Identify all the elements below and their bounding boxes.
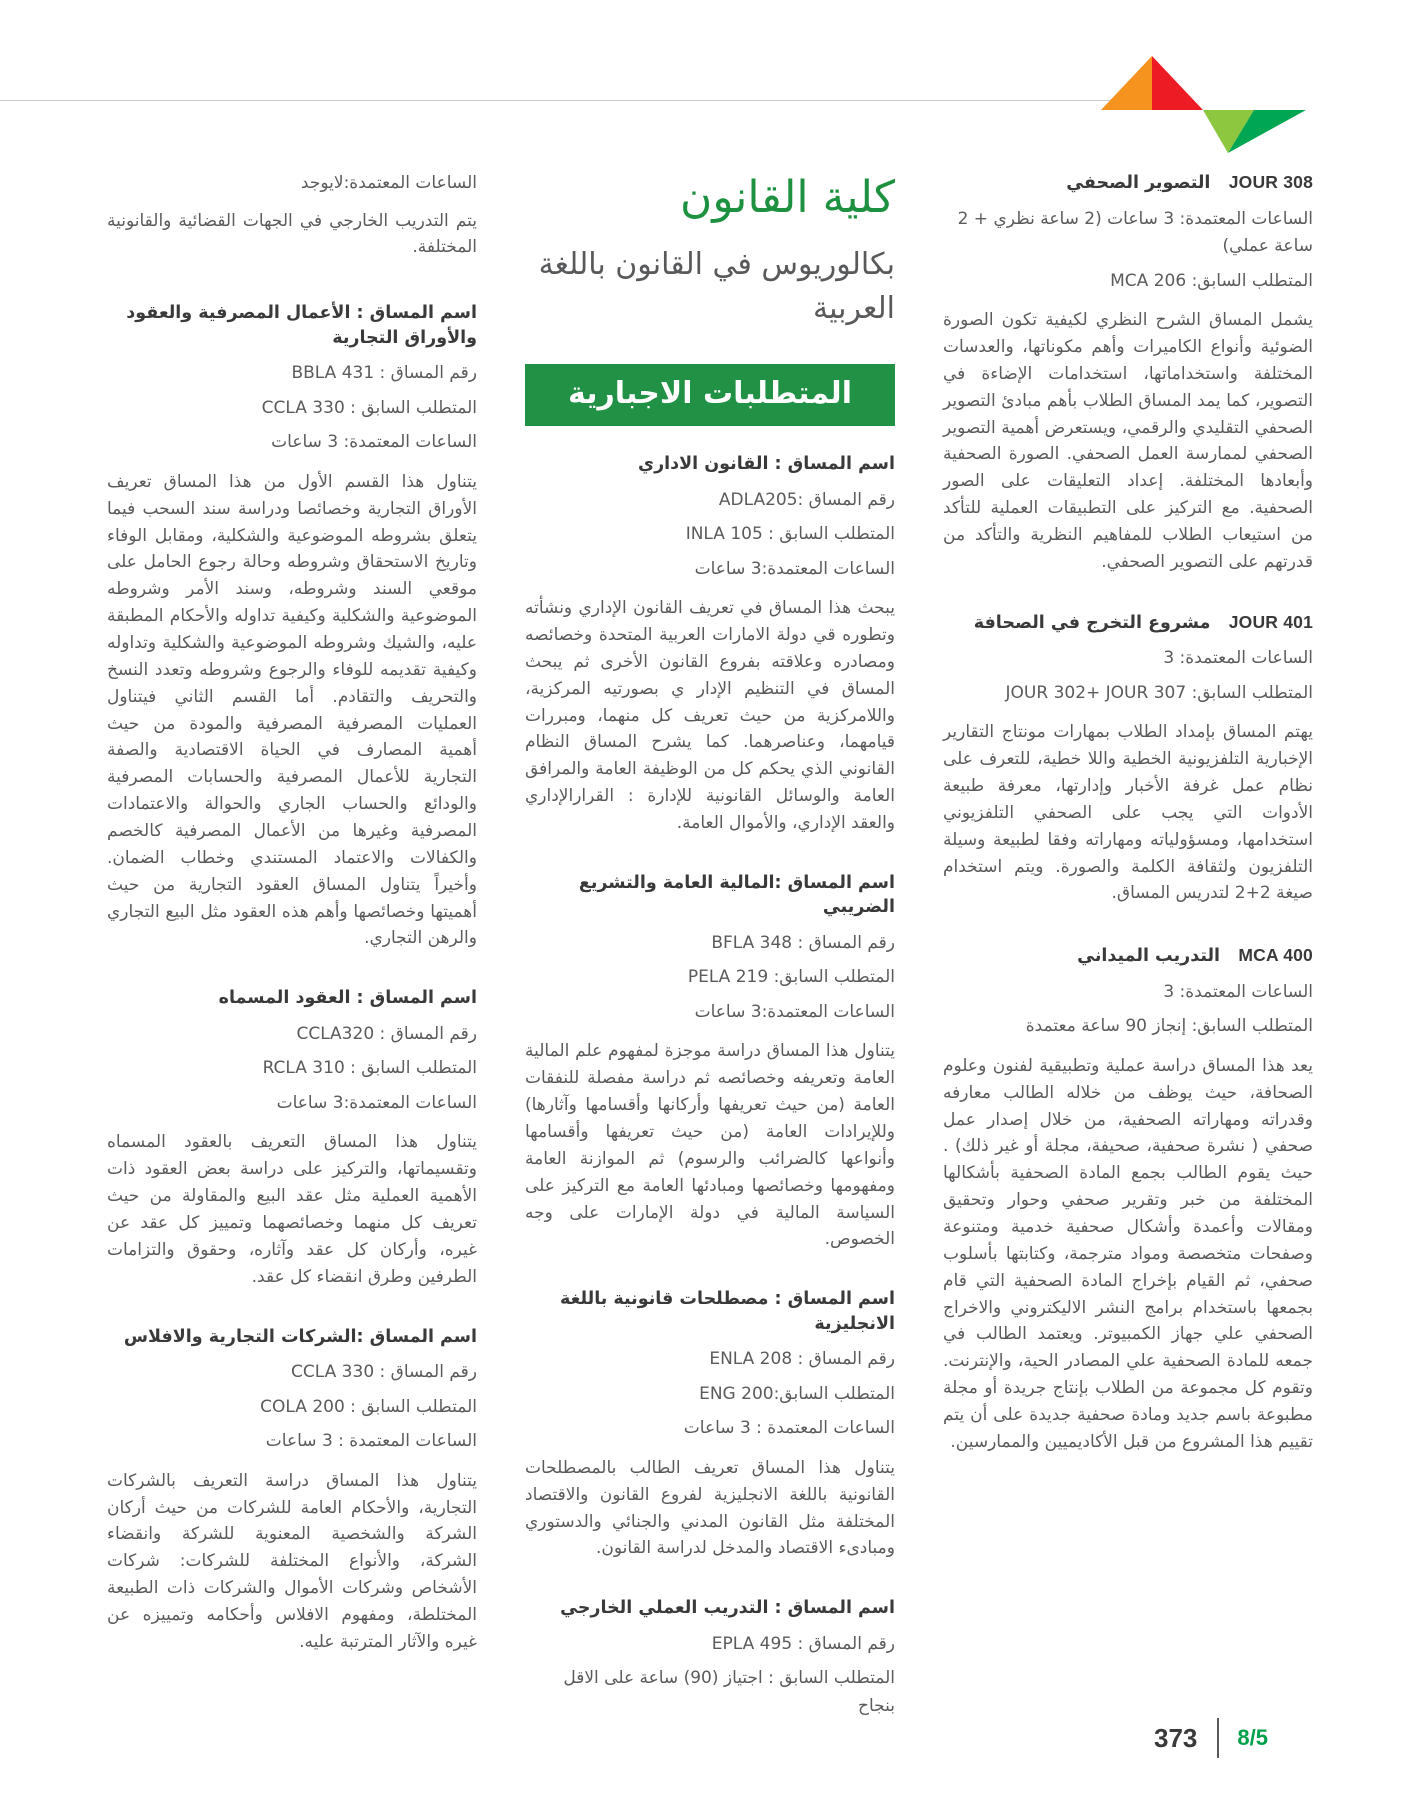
course-block [525, 1287, 895, 1562]
prerequisite: المتطلب السابق : CCLA 330 [261, 397, 477, 418]
course-block [107, 1325, 477, 1656]
course-title: اسم المساق : مصطلحات قانونية باللغة الانجليزية [559, 1289, 895, 1334]
course-code-inline: JOUR 401 [1228, 611, 1313, 632]
credit-hours: الساعات المعتمدة: 3 [1163, 981, 1313, 1002]
credit-hours: الساعات المعتمدة:3 ساعات [694, 1001, 895, 1022]
course-block [525, 871, 895, 1253]
page-title: كلية القانون [680, 172, 895, 223]
content-columns [105, 170, 1313, 1716]
prerequisite: المتطلب السابق : RCLA 310 [262, 1058, 477, 1079]
course-block [525, 1596, 895, 1720]
course-block [943, 943, 1313, 1455]
course-title: اسم المساق : القانون الاداري [638, 454, 895, 474]
course-title-arabic: مشروع التخرج في الصحافة [973, 612, 1211, 633]
prerequisite: المتطلب السابق : COLA 200 [260, 1396, 477, 1417]
prerequisite: المتطلب السابق: PELA 219 [687, 967, 895, 988]
credit-hours: الساعات المعتمدة: 3 ساعات [271, 432, 477, 453]
section-banner: المتطلبات الاجبارية [525, 364, 895, 426]
prerequisite: المتطلب السابق: JOUR 302+ JOUR 307 [1005, 682, 1313, 703]
course-title [943, 610, 1313, 636]
credit-hours: الساعات المعتمدة : 3 ساعات [265, 1431, 477, 1452]
course-title-arabic: التصوير الصحفي [1066, 173, 1211, 193]
course-description: يتم التدريب الخارجي في الجهات القضائية والقانونية المختلفة. [107, 210, 477, 258]
degree-title: بكالوريوس في القانون باللغة العربية [538, 247, 895, 326]
course-code: رقم المساق : ENLA 208 [709, 1349, 895, 1370]
course-description: يتناول هذا القسم الأول من هذا المساق تعريف الأوراق التجارية وخصائصا ودراسة سند السحب فيما يتعلق بشروطه الموضوعية والشكلية، ومقابل الوفاء وتاريخ الاستحقاق وشروطه وحالة رجوع الحامل على موقعي السند وشروطه، وسند الأمر وشروطه الموضوعية والشكلية وكيفية تداوله والأحكام المطبقة عليه، والشيك وشروطه الموضوعية والشكلية وتداوله وكيفية تقديمه للوفاء والرجوع وشروطه وتعدد النسخ والتحريف والتقادم. أما القسم الثاني فيتناول العمليات المصرفية المصرفية والمودة من حيث أهمية المصارف في الحياة الاقتصادية والصفة التجارية للأعمال المصرفية والحسابات المصرفية والودائع والحساب الجاري والحوالة والاعتمادات المصرفية وغيرها من الأعمال المصرفية كالخصم والكفالات والاعتماد المستندي وخطاب الضمان. وأخيراً يتناول المساق العقود التجارية من حيث أهميتها وخصائصها وأهم هذه العقود مثل البيع التجاري والرهن التجاري. [107, 471, 477, 949]
continued-course-block [107, 170, 477, 261]
prerequisite: المتطلب السابق: إنجاز 90 ساعة معتمدة [1025, 1016, 1313, 1037]
column-right [943, 170, 1313, 1456]
course-code: رقم المساق : BBLA 431 [291, 363, 477, 384]
prerequisite: المتطلب السابق: MCA 206 [1110, 270, 1313, 291]
course-block [525, 452, 895, 837]
course-title: اسم المساق : الأعمال المصرفية والعقود والأوراق التجارية [126, 303, 477, 348]
page-footer [0, 1712, 1418, 1764]
footer-page-marker [1154, 1712, 1268, 1764]
course-code: رقم المساق :ADLA205 [718, 489, 895, 510]
course-code: رقم المساق : CCLA320 [296, 1023, 477, 1044]
footer-divider [1217, 1718, 1219, 1758]
credit-hours: الساعات المعتمدة: 3 ساعات (2 ساعة نظري + 2 ساعة عملي) [957, 208, 1313, 257]
course-title: اسم المساق : التدريب العملي الخارجي [560, 1598, 895, 1619]
credit-hours: الساعات المعتمدة:3 ساعات [694, 558, 895, 579]
four-triangle-logo [1101, 48, 1306, 153]
credit-hours: الساعات المعتمدة:لايوجد [300, 173, 477, 193]
course-code-inline: MCA 400 [1238, 945, 1313, 966]
course-title [943, 943, 1313, 969]
course-code: رقم المساق : BFLA 348 [711, 932, 895, 953]
course-title-arabic: التدريب الميداني [1077, 946, 1221, 967]
course-description: يتناول هذا المساق تعريف الطالب بالمصطلحات القانونية باللغة الانجليزية لفروع القانون والاقتصاد المختلفة مثل القانون المدني والجنائي والدستوري ومبادىء الاقتصاد والمدخل لدراسة القانون. [525, 1457, 895, 1559]
course-code-inline: JOUR 308 [1228, 172, 1313, 192]
credit-hours: الساعات المعتمدة:3 ساعات [276, 1092, 477, 1113]
course-block [943, 170, 1313, 576]
column-middle [525, 170, 895, 1727]
prerequisite: المتطلب السابق : اجتياز (90) ساعة على الاقل بنجاح [563, 1668, 895, 1716]
course-description: يتناول هذا المساق التعريف بالعقود المسماه وتقسيماتها، والتركيز على دراسة بعض العقود ذات الأهمية العملية مثل عقد البيع والمقاولة من حيث تعريف كل منهما وخصائصهما وتمييز كل عقد عن غيره، وأركان كل عقد وآثاره، وحقوق والتزامات الطرفين وطرق انقضاء كل عقد. [107, 1132, 477, 1287]
course-code: رقم المساق : EPLA 495 [711, 1633, 895, 1654]
column-left [107, 170, 477, 1656]
course-description: يتناول هذا المساق دراسة التعريف بالشركات التجارية، والأحكام العامة للشركات من حيث أركان الشركة والشخصية المعنوية للشركة وانقضاء الشركة، والأنواع المختلفة للشركات: شركات الأشخاص وشركات الأموال والشركات ذات الطبيعة المختلطة، ومفهوم الافلاس وأحكامه وتمييزه عن غيره والآثار المترتبة عليه. [107, 1470, 477, 1652]
course-description: يعد هذا المساق دراسة عملية وتطبيقية لفنون وعلوم الصحافة، حيث يوظف من خلاله الطالب معارفه وقدراته ومهاراته الصحفية، من خلال إصدار عمل صحفي ( نشرة صحفية، صحيفة، مجلة أو غير ذلك) . حيث يقوم الطالب بجمع المادة الصحفية بأشكالها المختلفة من خبر وتقرير صحفي وحوار وتحقيق ومقالات وأعمدة وأشكال صحفية خدمية ومتنوعة وصفحات متخصصة ومواد مترجمة، وكتابتها بأسلوب صحفي، ثم القيام بإخراج المادة الصحفية التي قام بجمعها باستخدام برامج النشر الاليكتروني والاخراج الصحفي علي جهاز الكمبيوتر. ويعتمد الطالب في جمعه للمادة الصحفية علي المصادر الحية، والإنترنت. وتقوم كل مجموعة من الطلاب بإنتاج جريدة أو مجلة مطبوعة باسم جديد ومادة صحفية جديدة على أن يتم تقييم هذا المشروع من قبل الأكاديميين والممارسين. [943, 1055, 1313, 1452]
prerequisite: المتطلب السابق : INLA 105 [685, 524, 895, 545]
course-title: اسم المساق : العقود المسماه [218, 988, 477, 1009]
credit-hours: الساعات المعتمدة : 3 ساعات [683, 1418, 895, 1439]
credit-hours: الساعات المعتمدة: 3 [1163, 648, 1313, 669]
course-code: رقم المساق : CCLA 330 [291, 1362, 477, 1383]
course-description: يبحث هذا المساق في تعريف القانون الإداري ونشأته وتطوره قي دولة الامارات العربية المتحدة وخصائصه ومصادره وعلاقته بفروع القانون الأخرى ثم يبحث المساق في التنظيم الإدار ي بصورتيه المركزية، واللامركزية من حيث تعريف كل منهما، ومبررات قيامهما، وعناصرهما. كما يشرح المساق النظام القانوني الذي يحكم كل من الوظيفة العامة والمرافق العامة والوسائل القانونية للإدارة : القرارالإداري والعقد الإداري، والأموال العامة. [525, 598, 895, 833]
page-number: 373 [1154, 1723, 1198, 1753]
course-description: يشمل المساق الشرح النظري لكيفية تكون الصورة الضوئية وأنواع الكاميرات وأهم مكوناتها، والعدسات المختلفة واستخداماتها، استخدامات الإضاءة في التصوير، كما يمد المساق الطلاب بأهم مبادئ التصوير الصحفي التقليدي والرقمي، ويستعرض أهمية التصوير الصحفي لممارسة العمل الصحفي. الصورة الصحفية وأبعادها المختلفة. إعداد التعليقات على الصور الصحفية. مع التركيز على التطبيقات العملية للتأكد من استيعاب الطلاب للمفاهيم النظرية والتأكد من قدرتهم على التصوير الصحفي. [943, 310, 1313, 572]
course-description: يتناول هذا المساق دراسة موجزة لمفهوم علم المالية العامة وتعريفه وخصائصه ثم دراسة مفصلة للنفقات العامة (من حيث تعريفها وأركانها وأقسامها وآثارها) وللإيرادات العامة (من حيث تعريفها وأقسامها وأنواعها كالضرائب والرسوم) ثم الموازنة العامة ومفهومها وخصائصها ومبادئها العامة مع التركيز على السياسة المالية في دولة الإمارات على وجه الخصوص. [525, 1041, 895, 1250]
course-title: اسم المساق :المالية العامة والتشريع الضريبي [578, 872, 895, 918]
course-title [943, 170, 1313, 196]
course-title: اسم المساق :الشركات التجارية والافلاس [123, 1326, 477, 1347]
section-label: 8/5 [1237, 1725, 1268, 1750]
course-block [107, 301, 477, 952]
prerequisite: المتطلب السابق:ENG 200 [699, 1383, 895, 1404]
course-block [943, 610, 1313, 908]
course-block [107, 986, 477, 1290]
header-divider [0, 100, 1130, 101]
course-description: يهتم المساق بإمداد الطلاب بمهارات مونتاج التقارير الإخبارية التلفزيونية الخطية واللا خطية، للتعرف على نظام عمل غرفة الأخبار وإدارتها، معرفة طبيعة الأدوات التي يجب على الصحفي التلفزيوني استخدامها، ومسؤولياته ومهاراته وفقا لطبيعة وسيلة التلفزيون ولثقافة الكلمة والصورة. ويتم استخدام صيغة 2+2 لتدريس المساق. [943, 722, 1313, 904]
